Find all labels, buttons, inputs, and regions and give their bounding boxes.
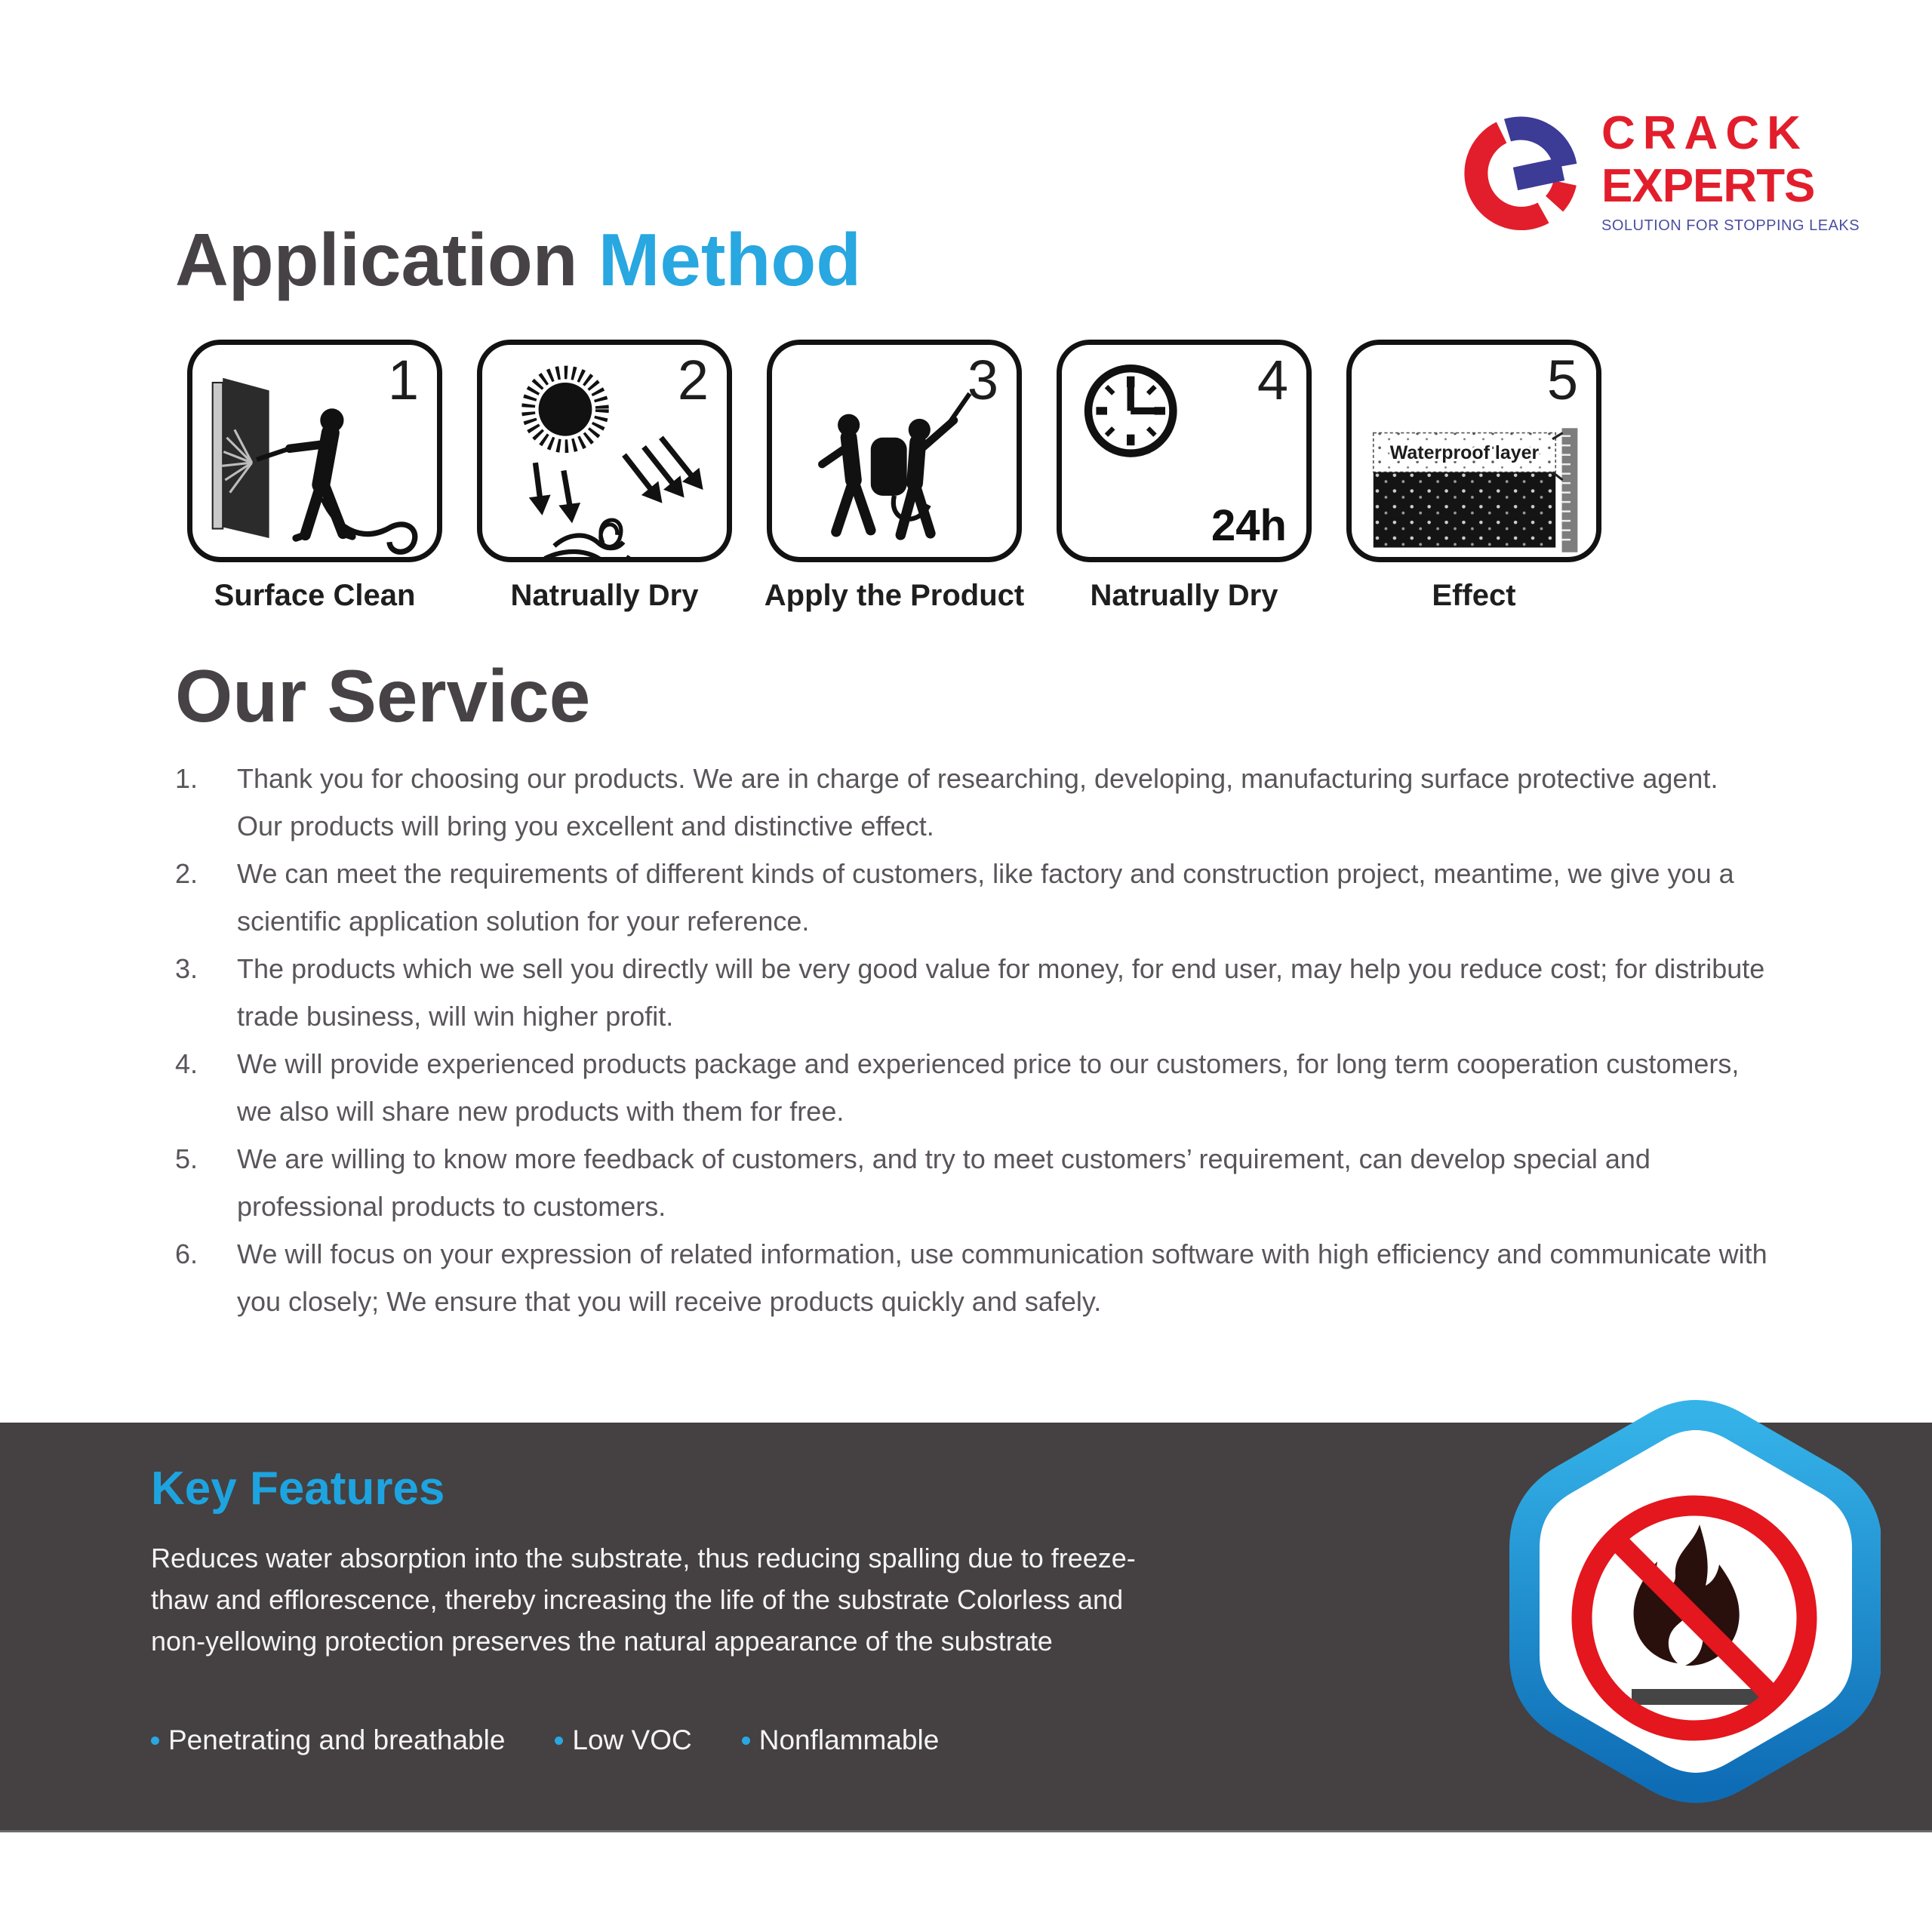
- company-logo: [1457, 107, 1860, 240]
- step-surface-clean: [187, 340, 442, 613]
- key-features-bullets: [151, 1724, 939, 1756]
- page-title-application-method: [175, 217, 861, 303]
- nonflammable-badge-icon: [1509, 1395, 1881, 1810]
- step-label: Effect: [1432, 579, 1516, 612]
- service-item-number: 4.: [175, 1048, 198, 1079]
- title-part-application: Application: [175, 218, 598, 301]
- flame-base-bar: [1632, 1689, 1761, 1705]
- bullet-dot-icon: [151, 1737, 159, 1745]
- step-number: 4: [1257, 349, 1288, 411]
- service-item-text: The products which we sell you directly will be very good value for money, for end user, may help you reduce cost; for distribute trade business, will win higher profit.: [237, 953, 1765, 1032]
- service-item-3: [175, 945, 1767, 1040]
- bullet-label: Low VOC: [572, 1724, 692, 1755]
- bullet-label: Penetrating and breathable: [168, 1724, 506, 1755]
- step-box-5: [1346, 340, 1601, 562]
- step-apply-product: [764, 340, 1025, 613]
- step-number: 1: [387, 349, 419, 411]
- step-number: 2: [677, 349, 709, 411]
- step-label: Surface Clean: [214, 579, 416, 612]
- bullet-dot-icon: [555, 1737, 563, 1745]
- brand-name-line2: EXPERTS: [1601, 160, 1815, 212]
- step-naturally-dry-1: [477, 340, 732, 613]
- service-item-number: 5.: [175, 1143, 198, 1174]
- service-item-6: [175, 1230, 1767, 1325]
- key-features-title: Key Features: [151, 1463, 445, 1515]
- bullet-dot-icon: [742, 1737, 750, 1745]
- bullet-nonflammable: [742, 1724, 940, 1756]
- service-item-text: We can meet the requirements of different kinds of customers, like factory and construction project, meantime, we give you a scientific application solution for your reference.: [237, 858, 1734, 937]
- service-item-text: Thank you for choosing our products. We are in charge of researching, developing, manufacturing surface protective agent. Our products will bring you excellent and distinctive effect.: [237, 763, 1718, 841]
- step-label: Natrually Dry: [510, 579, 699, 612]
- service-item-text: We are willing to know more feedback of customers, and try to meet customers’ requirement, can develop special and professional products to customers.: [237, 1143, 1651, 1222]
- brand-name-line1: CRACK: [1601, 107, 1808, 159]
- step-box-3: [767, 340, 1022, 562]
- step-number: 3: [967, 349, 998, 411]
- step-label: Natrually Dry: [1090, 579, 1278, 612]
- step-label: Apply the Product: [764, 579, 1025, 612]
- service-item-number: 3.: [175, 953, 198, 984]
- duration-label: 24h: [1211, 501, 1287, 550]
- service-item-number: 2.: [175, 858, 198, 889]
- service-item-number: 6.: [175, 1238, 198, 1269]
- step-effect: [1346, 340, 1601, 613]
- waterproof-layer-label: Waterproof layer: [1389, 441, 1540, 463]
- key-features-body: Reduces water absorption into the substrate, thus reducing spalling due to freeze-thaw and efflorescence, thereby increasing the life of the substrate Colorless and non-yellowing protection preserves the natural appearance of the substrate: [151, 1543, 1136, 1657]
- bullet-penetrating: [151, 1724, 505, 1756]
- service-item-number: 1.: [175, 763, 198, 794]
- service-list: [175, 755, 1767, 1325]
- crack-experts-logo-icon: [1457, 107, 1586, 240]
- logo-wordmark: [1601, 107, 1860, 235]
- service-item-5: [175, 1135, 1767, 1230]
- step-naturally-dry-2: [1057, 340, 1312, 613]
- service-item-1: [175, 755, 1767, 850]
- our-service-title: Our Service: [175, 654, 591, 737]
- step-number: 5: [1546, 349, 1578, 411]
- title-part-method: Method: [598, 218, 862, 301]
- brand-tagline: SOLUTION FOR STOPPING LEAKS: [1601, 217, 1860, 234]
- service-item-text: We will focus on your expression of related information, use communication software with high efficiency and communicate with you closely; We ensure that you will receive products quickly and safely.: [237, 1238, 1767, 1317]
- service-item-text: We will provide experienced products package and experienced price to our customers, for long term cooperation customers, we also will share new products with them for free.: [237, 1048, 1740, 1127]
- step-box-4: [1057, 340, 1312, 562]
- service-item-4: [175, 1040, 1767, 1135]
- step-box-2: [477, 340, 732, 562]
- step-box-1: [187, 340, 442, 562]
- application-steps-strip: [187, 340, 1601, 613]
- bullet-low-voc: [555, 1724, 691, 1756]
- service-item-2: [175, 850, 1767, 945]
- bullet-label: Nonflammable: [758, 1724, 940, 1755]
